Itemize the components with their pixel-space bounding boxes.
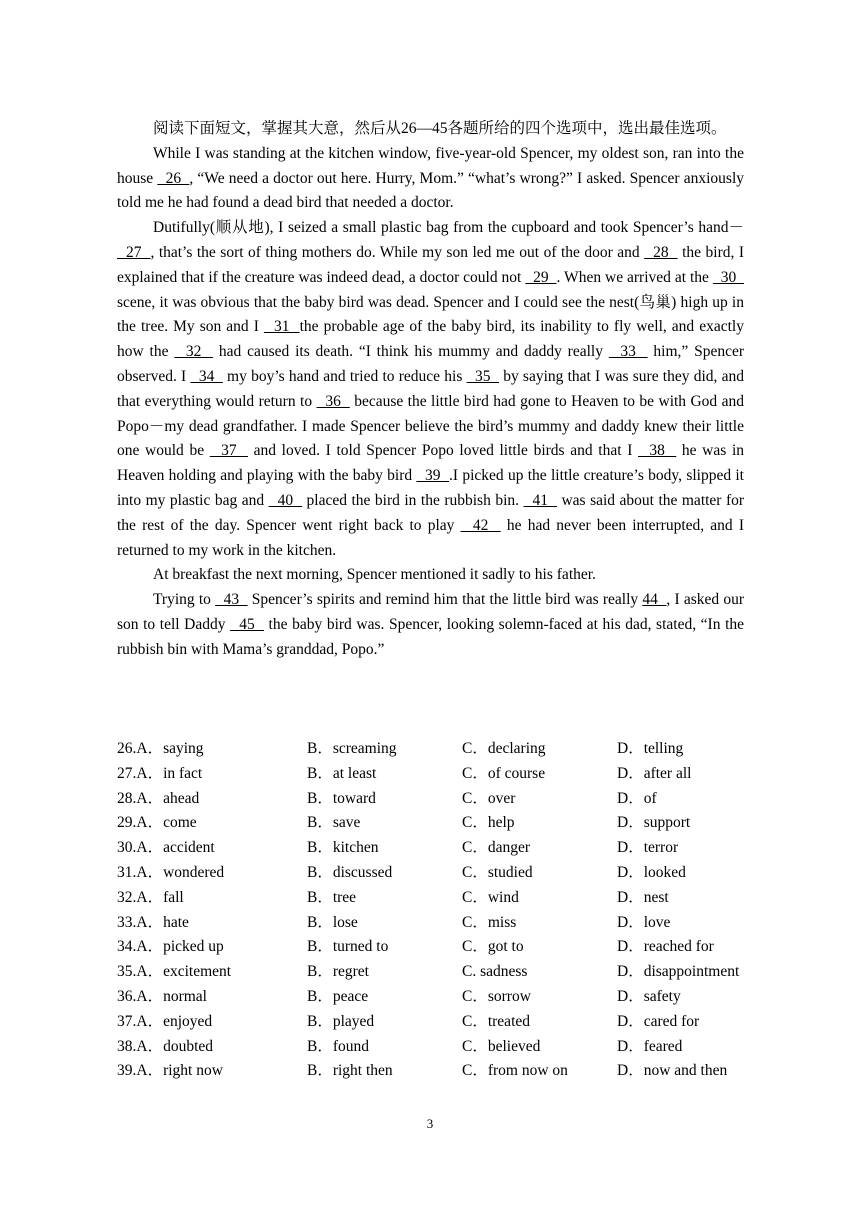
- option-d: D．cared for: [617, 1012, 700, 1030]
- option-a: 35.A．excitement: [117, 963, 232, 981]
- blank-40: 40: [268, 491, 303, 509]
- blank-35: 35: [466, 367, 499, 385]
- option-a: 29.A．come: [117, 814, 197, 832]
- option-d: D．safety: [617, 987, 681, 1005]
- option-d: D．support: [617, 814, 691, 832]
- option-c: C．treated: [462, 1012, 531, 1030]
- option-b: B．at least: [307, 764, 377, 782]
- instruction: 阅读下面短文，掌握其大意，然后从26—45各题所给的四个选项中，选出最佳选项。: [153, 120, 727, 137]
- option-a: 36.A．normal: [117, 987, 207, 1005]
- option-d: D．feared: [617, 1037, 683, 1055]
- option-c: C．of course: [462, 764, 546, 782]
- option-c: C．help: [462, 814, 515, 832]
- option-b: B．tree: [307, 888, 357, 906]
- option-a: 39.A．right now: [117, 1062, 223, 1080]
- option-a: 37.A．enjoyed: [117, 1012, 213, 1030]
- option-d: D．now and then: [617, 1062, 728, 1080]
- option-b: B．turned to: [307, 938, 389, 956]
- option-c: C．declaring: [462, 740, 546, 757]
- answer-options: [117, 737, 757, 1084]
- blank-31: 31: [263, 318, 300, 336]
- option-c: C．from now on: [462, 1062, 568, 1080]
- option-row: [117, 861, 757, 886]
- option-b: B．discussed: [307, 863, 393, 881]
- blank-37: 37: [209, 442, 248, 460]
- blank-41: 41: [523, 491, 557, 509]
- option-row: [117, 787, 757, 812]
- option-a: 26.A．saying: [117, 740, 204, 757]
- blank-33: 33: [608, 343, 648, 361]
- option-d: D．of: [617, 789, 657, 807]
- option-b: B．peace: [307, 987, 369, 1005]
- option-a: 30.A．accident: [117, 839, 215, 857]
- blank-32: 32: [174, 343, 214, 361]
- option-b: B．screaming: [307, 740, 397, 757]
- option-d: D．looked: [617, 863, 686, 881]
- blank-29: 29: [525, 268, 557, 286]
- option-b: B．regret: [307, 963, 369, 981]
- option-d: D．terror: [617, 839, 679, 857]
- option-row: [117, 1035, 757, 1060]
- option-row: [117, 935, 757, 960]
- option-b: B．toward: [307, 789, 376, 807]
- blank-42: 42: [460, 516, 501, 534]
- blank-30: 30: [712, 268, 745, 286]
- option-b: B．kitchen: [307, 839, 379, 857]
- option-b: B．save: [307, 814, 361, 832]
- option-row: [117, 1059, 757, 1084]
- paragraph-2: Dutifully(顺从地), I seized a small plastic bag from the cupboard and took Spencer’s hand－ 27 , that’s the sort of thing mothers do. While my son led me out of the door and 28 the bird, I explained that if the creature was indeed dead, a doctor could not 29 . When we arrived at the 30 scene, it was obvious that the baby bird was dead. Spencer and I could see the nest(鸟巢) high up in the tree. My son and I 31 the probable age of the baby bird, its inability to fly well, and exactly how the 32 had caused its death. “I think his mummy and daddy really 33 him,” Spencer observed. I 34 my boy’s hand and tried to reduce his 35 by saying that I was sure they did, and that everything would return to 36 because the little bird had gone to Heaven to be with God and Popo－my dead grandfather. I made Spencer believe the bird’s mummy and daddy knew their little one would be 37 and loved. I told Spencer Popo loved little birds and that I 38 he was in Heaven holding and playing with the baby bird 39 .I picked up the little creature’s body, slipped it into my plastic bag and 40 placed the bird in the rubbish bin. 41 was said about the matter for the rest of the day. Spencer went right back to play 42 he had never been interrupted, and I returned to my work in the kitchen.: [117, 219, 745, 559]
- option-a: 28.A．ahead: [117, 789, 200, 807]
- option-c: C. sadness: [462, 963, 528, 981]
- blank-38: 38: [638, 442, 677, 460]
- option-c: C．over: [462, 789, 516, 807]
- reading-passage: [117, 117, 744, 663]
- blank-43: 43: [215, 591, 248, 609]
- blank-27: 27: [117, 243, 151, 261]
- option-row: [117, 960, 757, 985]
- blank-28: 28: [644, 243, 678, 261]
- option-c: C．got to: [462, 938, 524, 956]
- option-c: C．danger: [462, 839, 531, 857]
- page-number: 3: [426, 1116, 434, 1131]
- option-c: C．sorrow: [462, 987, 531, 1005]
- blank-44: 44: [642, 591, 667, 609]
- option-d: D．telling: [617, 740, 684, 757]
- option-b: B．lose: [307, 913, 358, 931]
- option-row: [117, 811, 757, 836]
- option-a: 32.A．fall: [117, 888, 184, 906]
- option-row: [117, 836, 757, 861]
- option-row: [117, 985, 757, 1010]
- option-a: 38.A．doubted: [117, 1037, 214, 1055]
- option-d: D．love: [617, 913, 671, 931]
- blank-26: 26: [157, 169, 190, 187]
- paragraph-3: At breakfast the next morning, Spencer mentioned it sadly to his father.: [153, 566, 596, 584]
- option-a: 27.A．in fact: [117, 764, 203, 782]
- option-c: C．believed: [462, 1037, 541, 1055]
- option-c: C．studied: [462, 863, 533, 881]
- paragraph-4: Trying to 43 Spencer’s spirits and remind him that the little bird was really 44 , I asked our son to tell Daddy 45 the baby bird was. Spencer, looking solemn-faced at his dad, stated, “In the rubbish bin with Mama’s granddad, Popo.”: [117, 591, 745, 658]
- option-a: 31.A．wondered: [117, 863, 225, 881]
- option-c: C．miss: [462, 913, 517, 931]
- option-d: D．disappointment: [617, 963, 740, 981]
- option-d: D．reached for: [617, 938, 714, 956]
- paragraph-1: While I was standing at the kitchen window, five-year-old Spencer, my oldest son, ran into the house 26 , “We need a doctor out here. Hurry, Mom.” “what’s wrong?” I asked. Spencer anxiously told me he had found a dead bird that needed a doctor.: [117, 144, 745, 212]
- option-row: [117, 737, 757, 762]
- blank-34: 34: [190, 367, 223, 385]
- option-b: B．right then: [307, 1062, 393, 1080]
- option-d: D．nest: [617, 888, 669, 906]
- option-b: B．played: [307, 1012, 375, 1030]
- blank-39: 39: [416, 467, 450, 485]
- option-row: [117, 1010, 757, 1035]
- option-a: 34.A．picked up: [117, 938, 224, 956]
- option-c: C．wind: [462, 888, 519, 906]
- blank-45: 45: [230, 615, 264, 633]
- option-row: [117, 886, 757, 911]
- option-row: [117, 762, 757, 787]
- option-row: [117, 911, 757, 936]
- option-d: D．after all: [617, 764, 692, 782]
- option-a: 33.A．hate: [117, 913, 189, 931]
- blank-36: 36: [316, 392, 350, 410]
- option-b: B．found: [307, 1037, 370, 1055]
